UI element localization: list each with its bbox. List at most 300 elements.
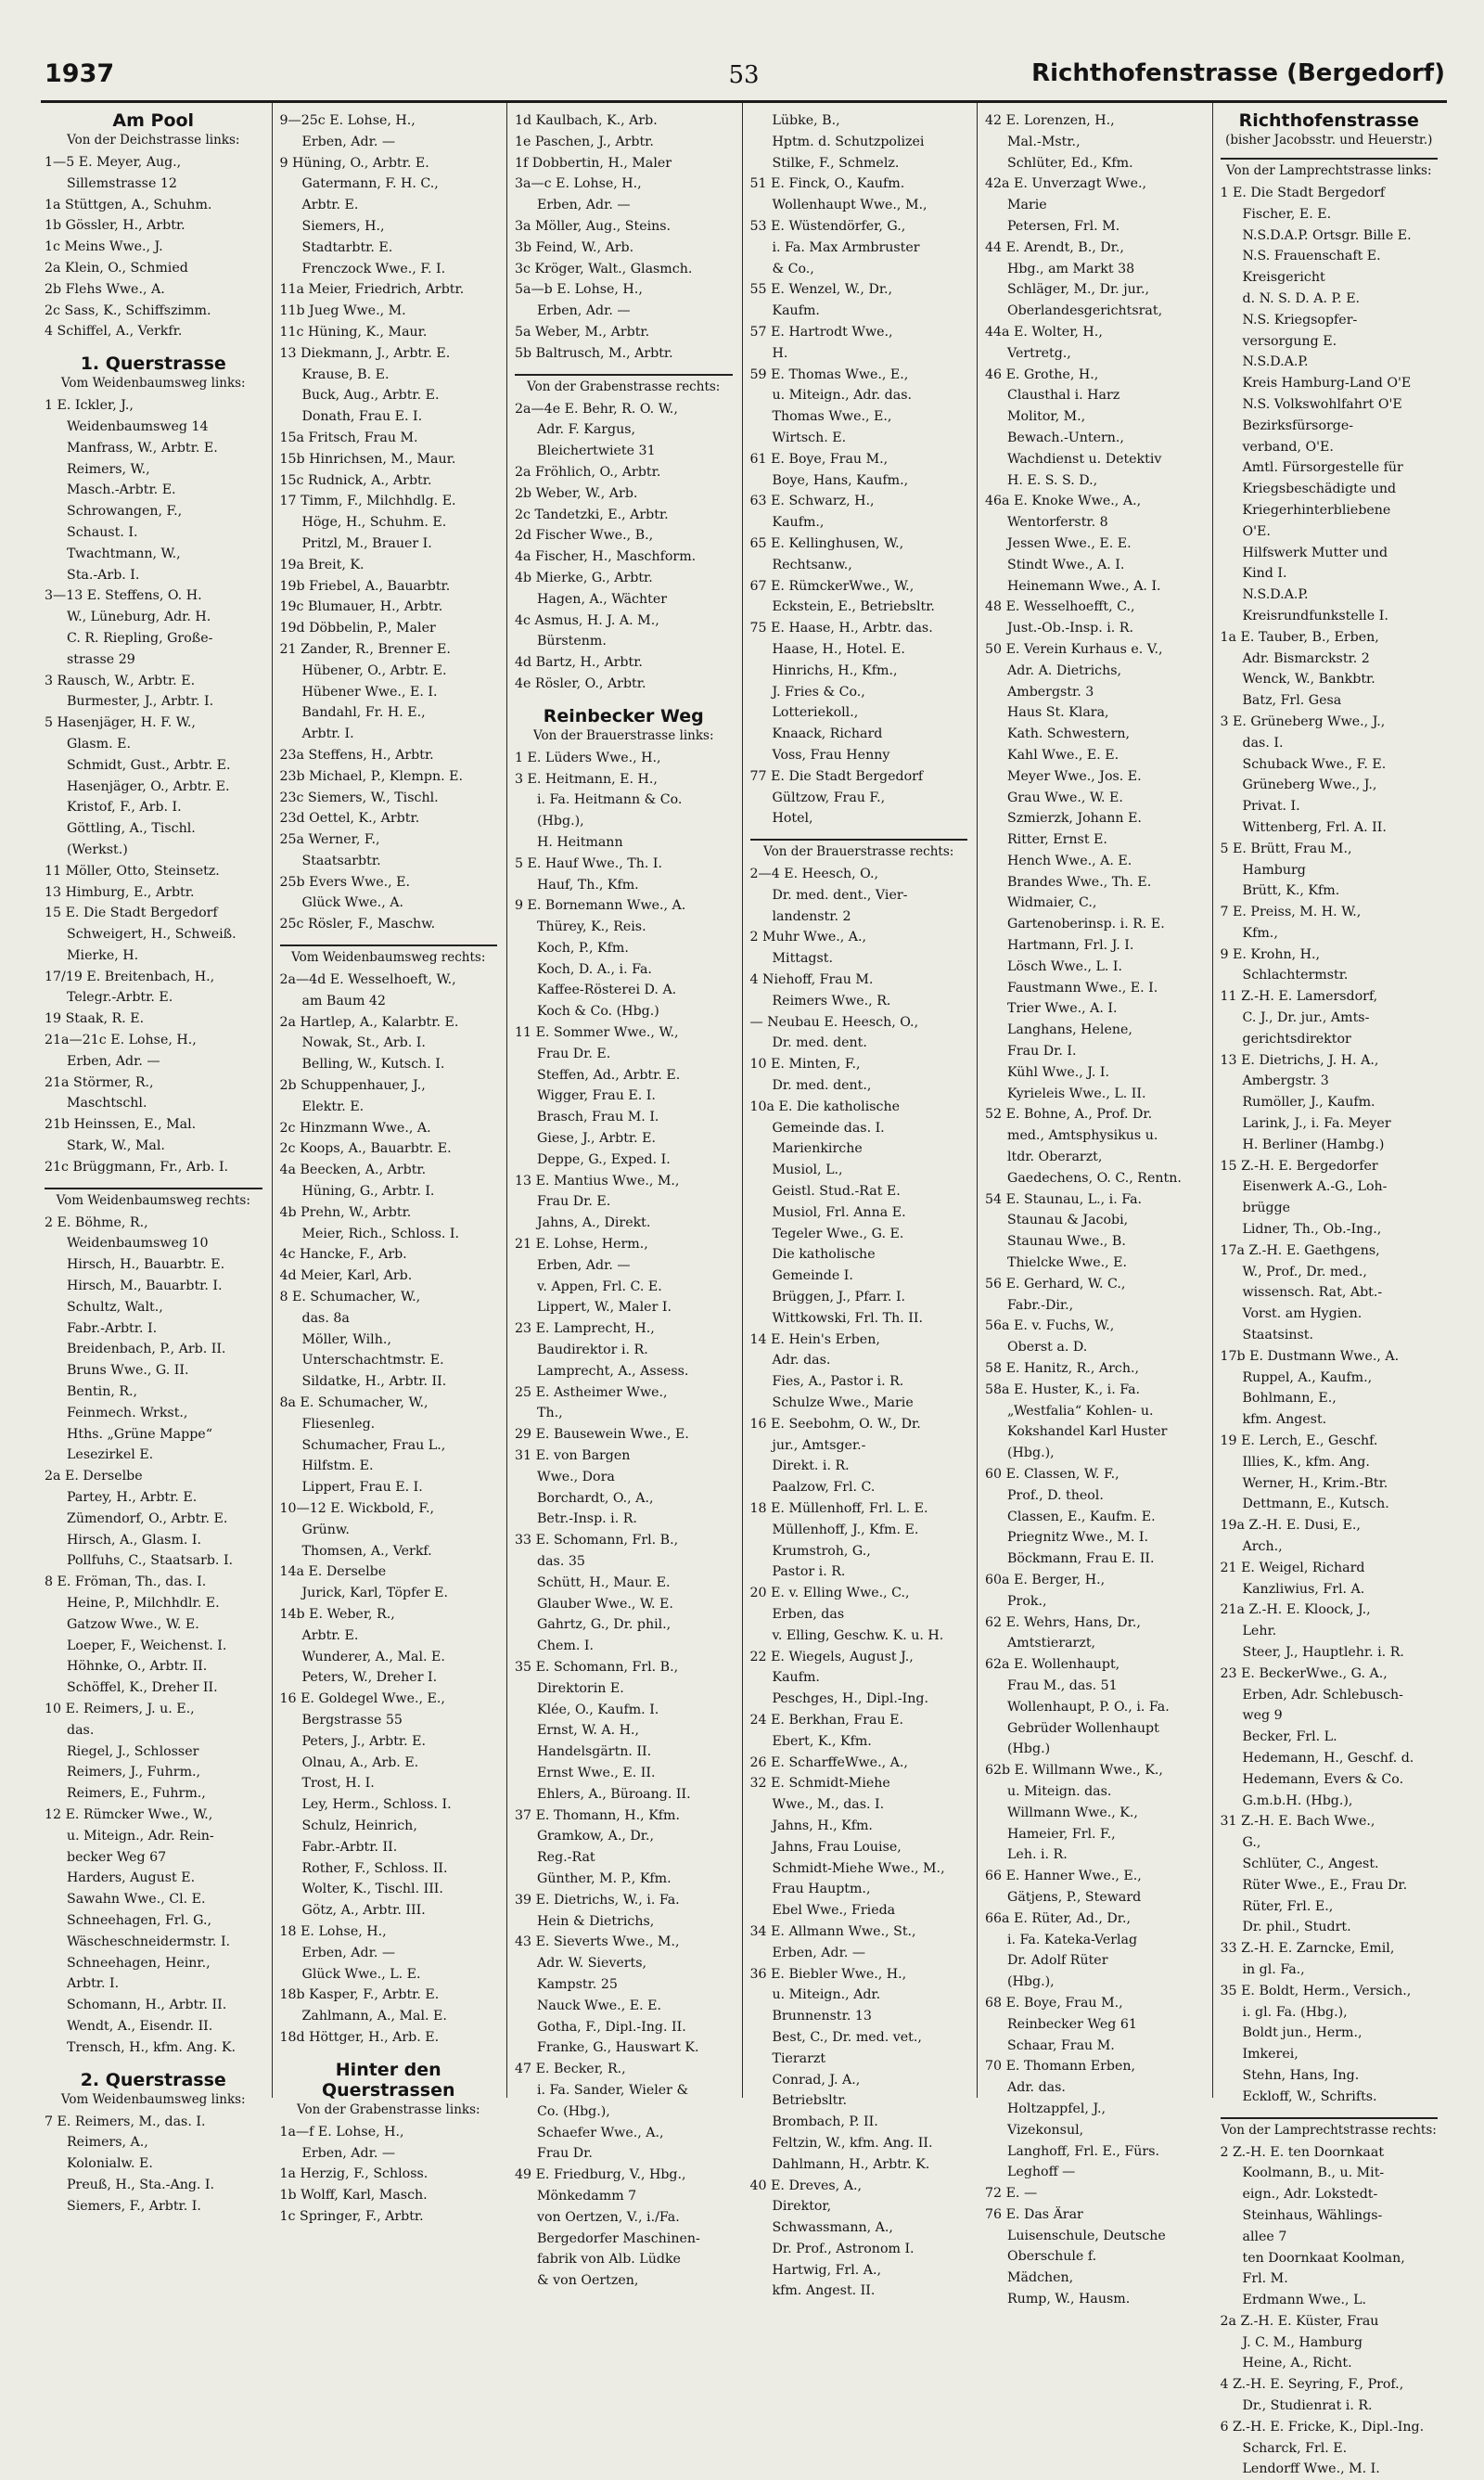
directory-entry-line: Gätjens, P., Steward	[1007, 1889, 1142, 1905]
directory-entry-line: Gartenoberinsp. i. R. E.	[1007, 917, 1165, 932]
directory-entry-line: Staatsinst.	[1242, 1328, 1313, 1343]
street-direction-note: Vom Weidenbaumsweg rechts:	[56, 1192, 250, 1208]
directory-entry-line: brügge	[1242, 1201, 1291, 1216]
directory-entry-line: 2d Fischer Wwe., B.,	[515, 528, 654, 544]
directory-entry-line: Faustmann Wwe., E. I.	[1007, 980, 1158, 996]
directory-entry-line: 2 Muhr Wwe., A.,	[749, 930, 867, 945]
directory-entry-line: Marienkirche	[772, 1141, 863, 1157]
directory-entry-line: Petersen, Frl. M.	[1007, 218, 1120, 234]
directory-entry-line: Thürey, K., Reis.	[537, 919, 646, 935]
directory-entry-line: Schaust. I.	[67, 524, 138, 540]
directory-entry-line: Vorst. am Hygien.	[1242, 1306, 1362, 1322]
directory-entry-line: Lösch Wwe., L. I.	[1007, 958, 1123, 974]
directory-entry-line: Kreis Hamburg-Land O'E	[1242, 376, 1412, 392]
directory-entry-line: 61 E. Boye, Frau M.,	[749, 451, 889, 467]
directory-entry-line: v. Appen, Frl. C. E.	[537, 1279, 662, 1294]
directory-entry-line: Erben, das	[772, 1606, 845, 1622]
directory-entry-line: 2a—4d E. Wesselhoeft, W.,	[279, 972, 456, 988]
directory-entry-line: 22 E. Wiegels, August J.,	[749, 1649, 914, 1664]
directory-entry-line: Lehr.	[1242, 1624, 1277, 1639]
directory-entry-line: Schwassmann, A.,	[772, 2220, 893, 2236]
directory-entry-line: Kampstr. 25	[537, 1976, 618, 1992]
street-direction-note: Von der Brauerstrasse rechts:	[763, 844, 954, 860]
directory-entry-line: Adr. Bismarckstr. 2	[1242, 650, 1370, 666]
directory-entry-line: 63 E. Schwarz, H.,	[749, 494, 875, 509]
directory-entry-line: 4 Niehoff, Frau M.	[749, 972, 874, 988]
directory-entry-line: 3 E. Grüneberg Wwe., J.,	[1220, 713, 1386, 729]
directory-entry-line: Hagen, A., Wächter	[537, 591, 668, 607]
directory-column	[742, 103, 978, 2299]
directory-entry-line: 5 Hasenjäger, H. F. W.,	[45, 715, 196, 731]
directory-entry-line: Wäscheschneidermstr. I.	[67, 1934, 231, 1949]
directory-entry-line: Steinhaus, Wählings-	[1242, 2207, 1383, 2223]
directory-entry-line: kfm. Angest. II.	[772, 2283, 876, 2299]
directory-entry-line: Stindt Wwe., A. I.	[1007, 557, 1125, 572]
directory-entry-line: das.	[67, 1722, 95, 1738]
directory-entry-line: Weidenbaumsweg 10	[67, 1236, 209, 1252]
directory-entry-line: 3b Feind, W., Arb.	[515, 239, 634, 255]
directory-entry-line: Giese, J., Arbtr. E.	[537, 1131, 656, 1147]
directory-entry-line: 4a Fischer, H., Maschform.	[515, 549, 697, 565]
directory-entry-line: Trier Wwe., A. I.	[1007, 1001, 1118, 1017]
directory-entry-line: Hedemann, H., Geschf. d.	[1242, 1750, 1414, 1766]
directory-entry-line: Reimers, J., Fuhrm.,	[67, 1765, 201, 1780]
directory-entry-line: C. J., Dr. jur., Amts-	[1242, 1010, 1370, 1026]
directory-entry-line: Rüter Wwe., E., Frau Dr.	[1242, 1877, 1408, 1893]
directory-entry-line: Zümendorf, O., Arbtr. E.	[67, 1510, 228, 1526]
street-direction-note: (bisher Jacobsstr. und Heuerstr.)	[1225, 133, 1433, 148]
directory-entry-line: Frau Hauptm.,	[772, 1882, 871, 1897]
directory-entry-line: Adr. das.	[772, 1353, 831, 1368]
directory-entry-line: Reimers, W.,	[67, 461, 150, 477]
directory-entry-line: Heine, A., Richt.	[1242, 2356, 1352, 2371]
directory-entry-line: Ernst, W. A. H.,	[537, 1723, 640, 1739]
directory-entry-line: 48 E. Wesselhoefft, C.,	[985, 599, 1135, 615]
directory-entry-line: & von Oertzen,	[537, 2273, 639, 2289]
directory-entry-line: Frau Dr.	[537, 2146, 593, 2162]
directory-entry-line: Baudirektor i. R.	[537, 1343, 648, 1358]
directory-entry-line: Gotha, F., Dipl.-Ing. II.	[537, 2019, 686, 2035]
directory-entry-line: 1d Kaulbach, K., Arb.	[515, 113, 658, 128]
directory-entry-line: Preuß, H., Sta.-Ang. I.	[67, 2177, 215, 2192]
directory-entry-line: Schumacher, Frau L.,	[301, 1437, 446, 1453]
directory-entry-line: 4 Schiffel, A., Verkfr.	[45, 324, 183, 340]
directory-entry-line: 16 E. Goldegel Wwe., E.,	[279, 1691, 445, 1707]
directory-entry-line: 56a E. v. Fuchs, W.,	[985, 1318, 1115, 1334]
directory-entry-line: J. C. M., Hamburg	[1242, 2334, 1362, 2350]
directory-entry-line: Holtzappfel, J.,	[1007, 2101, 1107, 2116]
directory-entry-line: 11 E. Sommer Wwe., W.,	[515, 1025, 679, 1041]
directory-entry-line: 9 E. Krohn, H.,	[1220, 946, 1321, 962]
directory-entry-line: Geistl. Stud.-Rat E.	[772, 1184, 901, 1200]
directory-entry-line: Schlachtermstr.	[1242, 968, 1349, 983]
street-heading: Am Pool	[112, 110, 195, 131]
directory-entry-line: 13 E. Mantius Wwe., M.,	[515, 1173, 680, 1189]
directory-entry-line: 7 E. Reimers, M., das. I.	[45, 2114, 206, 2129]
directory-entry-line: Schlüter, C., Angest.	[1242, 1856, 1379, 1871]
directory-entry-line: 57 E. Hartrodt Wwe.,	[749, 324, 893, 340]
directory-entry-line: 33 Z.-H. E. Zarncke, Emil,	[1220, 1941, 1395, 1957]
directory-entry-line: Ebert, K., Kfm.	[772, 1733, 872, 1749]
directory-entry-line: fabrik von Alb. Lüdke	[537, 2252, 681, 2268]
directory-entry-line: Manfrass, W., Arbtr. E.	[67, 440, 218, 456]
page-year: 1937	[45, 59, 115, 88]
directory-entry-line: Brandes Wwe., Th. E.	[1007, 874, 1152, 890]
directory-entry-line: u. Miteign., Adr.	[772, 1987, 881, 2003]
directory-entry-line: Glück Wwe., L. E.	[301, 1966, 421, 1982]
directory-entry-line: Arbtr. E.	[301, 1627, 359, 1643]
directory-entry-line: Dr. med. dent.	[772, 1035, 867, 1051]
directory-entry-line: Dahlmann, H., Arbtr. K.	[772, 2156, 930, 2172]
directory-entry-line: Erben, Adr. —	[537, 303, 631, 319]
directory-entry-line: 14b E. Weber, R.,	[279, 1606, 395, 1622]
street-direction-note: Von der Grabenstrasse rechts:	[527, 379, 721, 394]
directory-entry-line: Bruns Wwe., G. II.	[67, 1363, 189, 1379]
directory-entry-line: Trensch, H., kfm. Ang. K.	[67, 2039, 236, 2055]
directory-entry-line: Donath, Frau E. I.	[301, 409, 423, 425]
directory-entry-line: — Neubau E. Heesch, O.,	[749, 1014, 919, 1030]
directory-entry-line: 3 Rausch, W., Arbtr. E.	[45, 673, 196, 688]
directory-entry-line: 19c Blumauer, H., Arbtr.	[279, 599, 443, 615]
directory-entry-line: Glück Wwe., A.	[301, 895, 403, 911]
street-heading: 1. Querstrasse	[80, 353, 226, 375]
directory-entry-line: 1a E. Tauber, B., Erben,	[1220, 629, 1379, 645]
directory-entry-line: u. Miteign. das.	[1007, 1783, 1112, 1799]
directory-entry-line: 19a Breit, K.	[279, 557, 365, 572]
directory-entry-line: Lotteriekoll.,	[772, 705, 859, 721]
directory-entry-line: Pastor i. R.	[772, 1564, 846, 1580]
directory-entry-line: von Oertzen, V., i./Fa.	[537, 2209, 680, 2225]
directory-entry-line: Fabr.-Arbtr. I.	[67, 1320, 158, 1336]
directory-entry-line: Tegeler Wwe., G. E.	[772, 1226, 904, 1241]
directory-entry-line: 5a Weber, M., Arbtr.	[515, 324, 650, 340]
directory-entry-line: Zahlmann, A., Mal. E.	[301, 2009, 447, 2024]
directory-entry-line: 19 Staak, R. E.	[45, 1011, 145, 1027]
directory-entry-line: Belling, W., Kutsch. I.	[301, 1057, 445, 1073]
directory-entry-line: Breidenbach, P., Arb. II.	[67, 1342, 226, 1357]
directory-entry-line: 58a E. Huster, K., i. Fa.	[985, 1381, 1141, 1397]
directory-entry-line: Ley, Herm., Schloss. I.	[301, 1797, 452, 1813]
directory-entry-line: Hirsch, A., Glasm. I.	[67, 1532, 202, 1548]
directory-entry-line: 17a Z.-H. E. Gaethgens,	[1220, 1242, 1380, 1258]
directory-entry-line: Frau Dr. E.	[537, 1194, 611, 1210]
directory-entry-line: (Hbg.),	[537, 814, 584, 829]
directory-entry-line: Hbg., am Markt 38	[1007, 261, 1135, 276]
directory-entry-line: 2—4 E. Heesch, O.,	[749, 867, 878, 882]
directory-entry-line: Müllenhoff, J., Kfm. E.	[772, 1522, 919, 1537]
directory-entry-line: 4b Prehn, W., Arbtr.	[279, 1204, 412, 1220]
directory-entry-line: 14 E. Hein's Erben,	[749, 1331, 880, 1347]
directory-entry-line: das. 35	[537, 1554, 585, 1569]
directory-entry-line: Ernst Wwe., E. II.	[537, 1765, 656, 1780]
directory-entry-line: 44 E. Arendt, B., Dr.,	[985, 239, 1124, 255]
directory-entry-line: Arbtr. I.	[301, 726, 354, 742]
directory-entry-line: Rechtsanw.,	[772, 557, 852, 572]
directory-entry-line: Wunderer, A., Mal. E.	[301, 1649, 445, 1664]
directory-entry-line: allee 7	[1242, 2229, 1287, 2244]
street-heading: Richthofenstrasse	[1238, 110, 1419, 131]
directory-entry-line: Luisenschule, Deutsche	[1007, 2228, 1166, 2243]
directory-entry-line: 58 E. Hanitz, R., Arch.,	[985, 1361, 1139, 1377]
directory-entry-line: Brunnenstr. 13	[772, 2009, 872, 2024]
street-heading: Reinbecker Weg	[543, 705, 704, 726]
directory-entry-line: G.m.b.H. (Hbg.),	[1242, 1793, 1353, 1808]
directory-entry-line: Borchardt, O., A.,	[537, 1490, 654, 1506]
directory-entry-line: Bürstenm.	[537, 634, 607, 649]
directory-entry-line: Frl. M.	[1242, 2271, 1288, 2287]
directory-entry-line: 25 E. Astheimer Wwe.,	[515, 1384, 668, 1400]
directory-entry-line: Maschtschl.	[67, 1096, 147, 1112]
directory-entry-line: Schultz, Walt.,	[67, 1299, 163, 1315]
directory-entry-line: Elektr. E.	[301, 1099, 365, 1114]
directory-entry-line: Lippert, W., Maler I.	[537, 1300, 672, 1316]
directory-entry-line: Schulz, Heinrich,	[301, 1818, 417, 1833]
directory-entry-line: (Hbg.),	[1007, 1446, 1055, 1461]
directory-entry-line: Grau Wwe., W. E.	[1007, 790, 1123, 805]
directory-entry-line: 33 E. Schomann, Frl. B.,	[515, 1533, 679, 1548]
directory-entry-line: Oberlandesgerichtsrat,	[1007, 303, 1163, 319]
directory-entry-line: Oberschule f.	[1007, 2249, 1097, 2265]
directory-entry-line: Rüter, Frl. E.,	[1242, 1898, 1334, 1914]
directory-entry-line: 21 E. Weigel, Richard	[1220, 1560, 1365, 1575]
directory-entry-line: Fabr.-Dir.,	[1007, 1297, 1074, 1313]
directory-entry-line: Best, C., Dr. med. vet.,	[772, 2029, 922, 2045]
directory-entry-line: (Hbg.)	[1007, 1741, 1051, 1757]
directory-entry-line: Erben, Adr. —	[772, 1945, 866, 1960]
directory-entry-line: 37 E. Thomann, H., Kfm.	[515, 1807, 681, 1823]
section-divider	[750, 839, 968, 841]
directory-entry-line: 20 E. v. Elling Wwe., C.,	[749, 1586, 910, 1601]
directory-entry-line: Höge, H., Schuhm. E.	[301, 515, 447, 531]
directory-entry-line: 9 E. Bornemann Wwe., A.	[515, 898, 686, 914]
directory-entry-line: Hein & Dietrichs,	[537, 1913, 655, 1929]
directory-entry-line: Schweigert, H., Schweiß.	[67, 927, 237, 943]
directory-entry-line: Hinrichs, H., Kfm.,	[772, 662, 898, 678]
directory-entry-line: Dr. Adolf Rüter	[1007, 1953, 1108, 1969]
directory-entry-line: Brüggen, J., Pfarr. I.	[772, 1290, 906, 1305]
directory-entry-line: Fies, A., Pastor i. R.	[772, 1374, 904, 1390]
directory-entry-line: Schlüter, Ed., Kfm.	[1007, 155, 1133, 171]
directory-entry-line: W., Lüneburg, Adr. H.	[67, 610, 211, 625]
directory-entry-line: Erben, Adr. —	[537, 198, 631, 213]
directory-column	[506, 103, 742, 2289]
directory-entry-line: 23c Siemers, W., Tischl.	[279, 790, 439, 805]
directory-entry-line: Kristof, F., Arb. I.	[67, 800, 182, 816]
directory-entry-line: jur., Amtsger.-	[772, 1437, 866, 1453]
directory-entry-line: Feltzin, W., kfm. Ang. II.	[772, 2135, 933, 2151]
directory-entry-line: Erben, Adr. —	[301, 1945, 396, 1960]
directory-entry-line: 19b Friebel, A., Bauarbtr.	[279, 578, 451, 594]
directory-entry-line: Erben, Adr. Schlebusch-	[1242, 1687, 1403, 1703]
directory-entry-line: Reimers, E., Fuhrm.,	[67, 1786, 206, 1802]
directory-entry-line: Jahns, A., Direkt.	[537, 1215, 651, 1231]
directory-entry-line: 76 E. Das Ärar	[985, 2206, 1083, 2222]
directory-entry-line: Werner, H., Krim.-Btr.	[1242, 1475, 1388, 1491]
directory-entry-line: d. N. S. D. A. P. E.	[1242, 290, 1361, 306]
directory-entry-line: Steffen, Ad., Arbtr. E.	[537, 1067, 681, 1083]
directory-entry-line: Lidner, Th., Ob.-Ing.,	[1242, 1222, 1382, 1238]
directory-entry-line: 40 E. Dreves, A.,	[749, 2178, 862, 2193]
directory-entry-line: Adr. F. Kargus,	[537, 422, 636, 438]
directory-entry-line: 2a—4e E. Behr, R. O. W.,	[515, 401, 678, 417]
directory-entry-line: 3a Möller, Aug., Steins.	[515, 218, 672, 234]
directory-entry-line: 4 Z.-H. E. Seyring, F., Prof.,	[1220, 2377, 1404, 2393]
directory-entry-line: Amtl. Fürsorgestelle für	[1242, 460, 1403, 476]
directory-entry-line: Möller, Wilh.,	[301, 1331, 391, 1347]
directory-entry-line: Ambergstr. 3	[1242, 1073, 1329, 1089]
directory-entry-line: H. Berliner (Hambg.)	[1242, 1137, 1385, 1152]
directory-entry-line: Jessen Wwe., E. E.	[1007, 535, 1132, 551]
directory-entry-line: 2 E. Böhme, R.,	[45, 1214, 148, 1230]
directory-entry-line: Die katholische	[772, 1247, 876, 1263]
directory-entry-line: Hptm. d. Schutzpolizei	[772, 134, 925, 149]
directory-entry-line: Pollfuhs, C., Staatsarb. I.	[67, 1553, 234, 1569]
directory-entry-line: Brombach, P. II.	[772, 2114, 878, 2130]
street-direction-note: Von der Grabenstrasse links:	[296, 2101, 480, 2117]
directory-entry-line: 60 E. Classen, W. F.,	[985, 1467, 1119, 1482]
directory-entry-line: Erben, Adr. —	[301, 2145, 396, 2161]
directory-entry-line: Siemers, F., Arbtr. I.	[67, 2198, 201, 2214]
directory-entry-line: Clausthal i. Harz	[1007, 388, 1120, 404]
directory-entry-line: Eckstein, E., Betriebsltr.	[772, 599, 935, 615]
directory-entry-line: Schmidt, Gust., Arbtr. E.	[67, 757, 231, 773]
directory-entry-line: 2b Weber, W., Arb.	[515, 485, 638, 501]
directory-entry-line: N.S.D.A.P.	[1242, 587, 1309, 603]
directory-entry-line: Nauck Wwe., E. E.	[537, 1998, 661, 2013]
directory-entry-line: Masch.-Arbtr. E.	[67, 482, 176, 498]
directory-entry-line: Dr. med. dent., Vier-	[772, 887, 908, 903]
directory-entry-line: Jurick, Karl, Töpfer E.	[301, 1586, 448, 1601]
directory-entry-line: N.S. Frauenschaft E.	[1242, 249, 1381, 264]
directory-entry-line: 18 E. Müllenhoff, Frl. L. E.	[749, 1501, 928, 1516]
directory-entry-line: 1c Springer, F., Arbtr.	[279, 2208, 424, 2224]
directory-entry-line: Schuback Wwe., F. E.	[1242, 756, 1387, 772]
directory-entry-line: eign., Adr. Lokstedt-	[1242, 2187, 1378, 2203]
directory-entry-line: Kreisgericht	[1242, 270, 1325, 286]
directory-entry-line: Kaufm.	[772, 303, 820, 319]
directory-entry-line: 11 Möller, Otto, Steinsetz.	[45, 863, 220, 879]
directory-entry-line: Priegnitz Wwe., M. I.	[1007, 1530, 1149, 1546]
directory-entry-line: Koch, D. A., i. Fa.	[537, 961, 652, 977]
directory-entry-line: Deppe, G., Exped. I.	[537, 1151, 671, 1167]
directory-entry-line: Mädchen,	[1007, 2270, 1074, 2286]
directory-entry-line: Boye, Hans, Kaufm.,	[772, 472, 909, 488]
directory-entry-line: 21 Zander, R., Brenner E.	[279, 641, 451, 657]
directory-entry-line: Direkt. i. R.	[772, 1458, 850, 1474]
directory-entry-line: 8a E. Schumacher, W.,	[279, 1395, 429, 1411]
directory-entry-line: 62b E. Willmann Wwe., K.,	[985, 1763, 1163, 1779]
directory-entry-line: 21a—21c E. Lohse, H.,	[45, 1033, 197, 1048]
directory-entry-line: Hilfswerk Mutter und	[1242, 545, 1388, 560]
directory-entry-line: Glasm. E.	[67, 736, 131, 752]
directory-entry-line: v. Elling, Geschw. K. u. H.	[772, 1627, 944, 1643]
directory-entry-line: i. Fa. Heitmann & Co.	[537, 792, 683, 808]
directory-entry-line: 13 Diekmann, J., Arbtr. E.	[279, 345, 451, 361]
directory-entry-line: Tierarzt	[772, 2050, 826, 2066]
directory-entry-line: Kfm.,	[1242, 925, 1278, 941]
directory-entry-line: Ebel Wwe., Frieda	[772, 1903, 896, 1919]
directory-entry-line: Amtstierarzt,	[1007, 1636, 1096, 1651]
directory-entry-line: Kokshandel Karl Huster	[1007, 1424, 1168, 1440]
directory-entry-line: Mönkedamm 7	[537, 2188, 637, 2204]
directory-entry-line: Wwe., M., das. I.	[772, 1797, 885, 1813]
directory-entry-line: Dr. med. dent.,	[772, 1078, 872, 1094]
directory-entry-line: 59 E. Thomas Wwe., E.,	[749, 366, 909, 382]
directory-entry-line: Hedemann, Evers & Co.	[1242, 1771, 1404, 1787]
directory-entry-line: 42a E. Unverzagt Wwe.,	[985, 176, 1147, 192]
directory-column	[977, 103, 1212, 2307]
directory-entry-line: Kriegerhinterbliebene	[1242, 502, 1391, 518]
directory-entry-line: Arch.,	[1242, 1539, 1283, 1554]
directory-entry-line: 3c Kröger, Walt., Glasmch.	[515, 261, 693, 276]
directory-entry-line: 1b Gössler, H., Arbtr.	[45, 218, 186, 234]
directory-entry-line: 16 E. Seebohm, O. W., Dr.	[749, 1416, 921, 1432]
directory-entry-line: Gramkow, A., Dr.,	[537, 1829, 655, 1844]
directory-entry-line: Lamprecht, A., Assess.	[537, 1363, 689, 1379]
directory-entry-line: 55 E. Wenzel, W., Dr.,	[749, 282, 893, 298]
directory-entry-line: Gahrtz, G., Dr. phil.,	[537, 1617, 672, 1633]
directory-entry-line: Kaufm.,	[772, 515, 825, 531]
directory-entry-line: 54 E. Staunau, L., i. Fa.	[985, 1191, 1143, 1207]
directory-entry-line: 34 E. Allmann Wwe., St.,	[749, 1923, 916, 1939]
directory-entry-line: 2b Flehs Wwe., A.	[45, 281, 165, 297]
street-direction-note: Von der Deichstrasse links:	[67, 133, 240, 148]
directory-entry-line: 18d Höttger, H., Arb. E.	[279, 2029, 440, 2045]
directory-entry-line: Twachtmann, W.,	[67, 546, 181, 561]
directory-entry-line: Hartmann, Frl. J. I.	[1007, 938, 1134, 954]
directory-entry-line: Vizekonsul,	[1007, 2122, 1084, 2138]
directory-entry-line: Bentin, R.,	[67, 1384, 138, 1400]
directory-entry-line: Musiol, L.,	[772, 1163, 843, 1178]
directory-entry-line: 10 E. Minten, F.,	[749, 1057, 861, 1073]
running-head-street: Richthofenstrasse (Bergedorf)	[1031, 59, 1445, 87]
directory-entry-line: 5 E. Brütt, Frau M.,	[1220, 841, 1352, 856]
directory-entry-line: Wigger, Frau E. I.	[537, 1088, 656, 1104]
directory-entry-line: Höhnke, O., Arbtr. II.	[67, 1659, 208, 1675]
directory-entry-line: Erben, Adr. —	[537, 1257, 631, 1273]
directory-entry-line: J. Fries & Co.,	[772, 684, 865, 700]
directory-entry-line: 26 E. ScharffeWwe., A.,	[749, 1754, 908, 1770]
directory-entry-line: Eckloff, W., Schrifts.	[1242, 2088, 1377, 2104]
directory-entry-line: 11c Hüning, K., Maur.	[279, 324, 428, 340]
directory-entry-line: Koch, P., Kfm.	[537, 940, 629, 956]
page-header	[41, 52, 1447, 103]
directory-entry-line: Paalzow, Frl. C.	[772, 1480, 876, 1496]
directory-entry-line: 31 E. von Bargen	[515, 1448, 631, 1464]
directory-entry-line: 2b Schuppenhauer, J.,	[279, 1078, 426, 1094]
directory-entry-line: Schütt, H., Maur. E.	[537, 1574, 671, 1590]
directory-entry-line: Scharck, Frl. E.	[1242, 2440, 1348, 2456]
directory-entry-line: Th.,	[537, 1406, 563, 1421]
directory-entry-line: Reimers Wwe., R.	[772, 993, 891, 1009]
directory-entry-line: 4d Meier, Karl, Arb.	[279, 1268, 413, 1284]
directory-entry-line: 8 E. Schumacher, W.,	[279, 1290, 421, 1305]
directory-entry-line: 12 E. Rümcker Wwe., W.,	[45, 1806, 213, 1822]
directory-entry-line: Dettmann, E., Kutsch.	[1242, 1497, 1389, 1512]
directory-entry-line: Gemeinde das. I.	[772, 1120, 885, 1136]
directory-entry-line: Hasenjäger, O., Arbtr. E.	[67, 778, 230, 794]
directory-entry-line: das. I.	[1242, 735, 1284, 751]
directory-entry-line: Marie	[1007, 198, 1047, 213]
directory-entry-line: Schöffel, K., Dreher II.	[67, 1680, 218, 1696]
directory-entry-line: Fischer, E. E.	[1242, 206, 1332, 222]
directory-entry-line: 49 E. Friedburg, V., Hbg.,	[515, 2167, 686, 2183]
directory-entry-line: Eisenwerk A.-G., Loh-	[1242, 1179, 1388, 1195]
directory-entry-line: (Hbg.),	[1007, 1974, 1055, 1990]
directory-entry-line: Wittkowski, Frl. Th. II.	[772, 1310, 924, 1326]
directory-entry-line: 67 E. RümckerWwe., W.,	[749, 578, 915, 594]
street-heading: Hinter den Querstrassen	[321, 2059, 455, 2101]
